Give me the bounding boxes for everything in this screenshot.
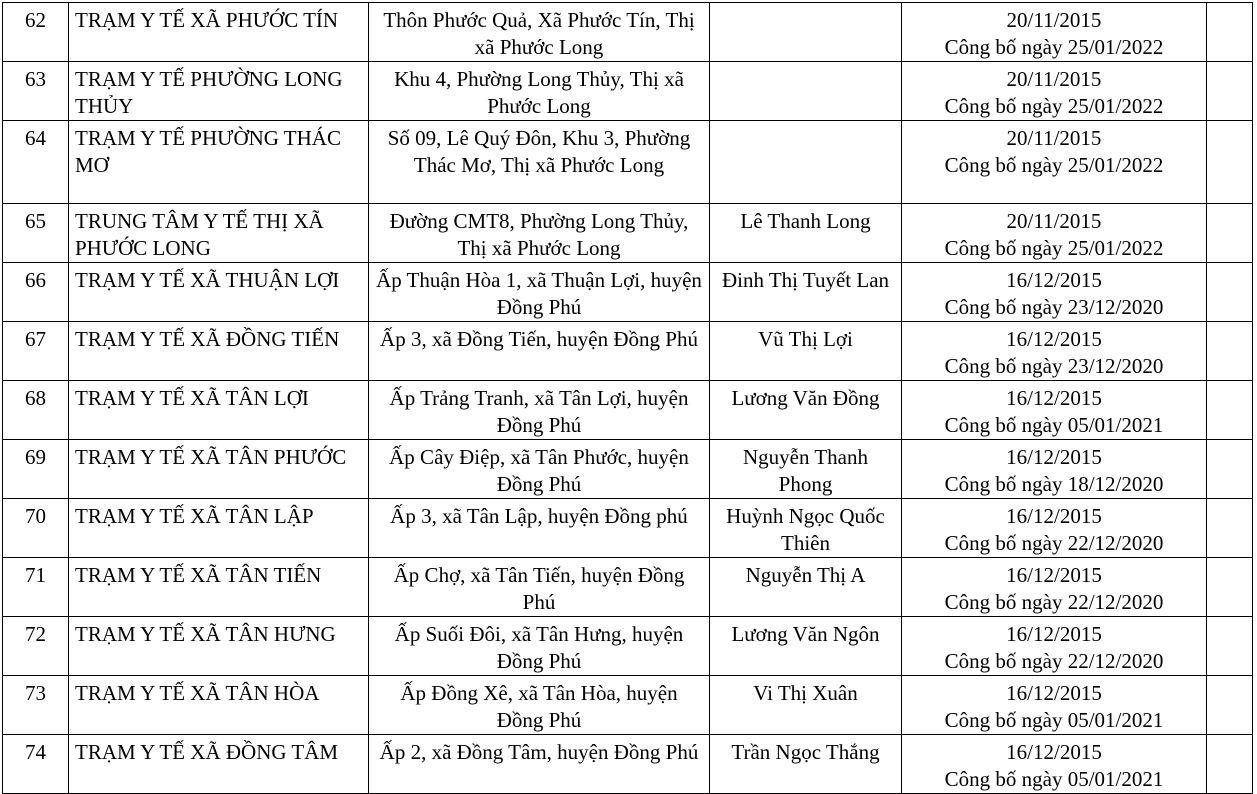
responsible-person: Nguyễn Thanh Phong (710, 440, 902, 499)
announcement-date: Công bố ngày 05/01/2021 (944, 767, 1164, 791)
facility-name: TRẠM Y TẾ XÃ TÂN TIẾN (69, 558, 369, 617)
empty-cell (1207, 499, 1253, 558)
row-number: 66 (3, 263, 69, 322)
announcement-date: Công bố ngày 22/12/2020 (944, 531, 1164, 555)
registration-date: 16/12/2015 (1006, 563, 1102, 587)
responsible-person: Vũ Thị Lợi (710, 322, 902, 381)
registration-date: 16/12/2015 (1006, 622, 1102, 646)
responsible-person: Lương Văn Đồng (710, 381, 902, 440)
table-row (3, 617, 1253, 676)
facility-address: Ấp 3, xã Tân Lập, huyện Đồng phú (369, 499, 710, 558)
table-row (3, 558, 1253, 617)
facility-address: Khu 4, Phường Long Thủy, Thị xã Phước Long (369, 62, 710, 121)
empty-cell (1207, 676, 1253, 735)
facility-address: Ấp Chợ, xã Tân Tiến, huyện Đồng Phú (369, 558, 710, 617)
date-cell (902, 499, 1207, 558)
facility-address: Ấp 3, xã Đồng Tiến, huyện Đồng Phú (369, 322, 710, 381)
date-cell (902, 62, 1207, 121)
facility-name: TRẠM Y TẾ XÃ TÂN LỢI (69, 381, 369, 440)
responsible-person (710, 62, 902, 121)
row-number: 74 (3, 735, 69, 794)
table-row (3, 381, 1253, 440)
table-row (3, 676, 1253, 735)
facility-name: TRẠM Y TẾ XÃ ĐỒNG TIẾN (69, 322, 369, 381)
announcement-date: Công bố ngày 25/01/2022 (944, 153, 1164, 177)
registration-date: 16/12/2015 (1006, 445, 1102, 469)
responsible-person: Lương Văn Ngôn (710, 617, 902, 676)
responsible-person (710, 3, 902, 62)
announcement-date: Công bố ngày 25/01/2022 (944, 94, 1164, 118)
facility-name: TRẠM Y TẾ XÃ TÂN PHƯỚC (69, 440, 369, 499)
date-cell (902, 617, 1207, 676)
empty-cell (1207, 735, 1253, 794)
table-row (3, 3, 1253, 62)
row-number: 71 (3, 558, 69, 617)
facility-address: Ấp Suối Đôi, xã Tân Hưng, huyện Đồng Phú (369, 617, 710, 676)
announcement-date: Công bố ngày 25/01/2022 (944, 236, 1164, 260)
registration-date: 16/12/2015 (1006, 504, 1102, 528)
empty-cell (1207, 558, 1253, 617)
empty-cell (1207, 204, 1253, 263)
facility-name: TRẠM Y TẾ XÃ TÂN HÒA (69, 676, 369, 735)
facility-name: TRẠM Y TẾ XÃ TÂN LẬP (69, 499, 369, 558)
table-row (3, 204, 1253, 263)
announcement-date: Công bố ngày 25/01/2022 (944, 35, 1164, 59)
row-number: 70 (3, 499, 69, 558)
announcement-date: Công bố ngày 18/12/2020 (944, 472, 1164, 496)
facility-table (2, 2, 1253, 794)
date-cell (902, 558, 1207, 617)
announcement-date: Công bố ngày 05/01/2021 (944, 708, 1164, 732)
facility-name: TRẠM Y TẾ XÃ PHƯỚC TÍN (69, 3, 369, 62)
empty-cell (1207, 3, 1253, 62)
facility-address: Ấp Trảng Tranh, xã Tân Lợi, huyện Đồng Phú (369, 381, 710, 440)
empty-cell (1207, 617, 1253, 676)
date-cell (902, 322, 1207, 381)
responsible-person: Nguyễn Thị A (710, 558, 902, 617)
row-number: 73 (3, 676, 69, 735)
date-cell (902, 440, 1207, 499)
facility-address: Đường CMT8, Phường Long Thủy, Thị xã Phước Long (369, 204, 710, 263)
responsible-person (710, 121, 902, 204)
row-number: 69 (3, 440, 69, 499)
empty-cell (1207, 440, 1253, 499)
facility-name: TRẠM Y TẾ XÃ TÂN HƯNG (69, 617, 369, 676)
facility-name: TRẠM Y TẾ PHƯỜNG LONG THỦY (69, 62, 369, 121)
registration-date: 16/12/2015 (1006, 268, 1102, 292)
facility-address: Ấp Đồng Xê, xã Tân Hòa, huyện Đồng Phú (369, 676, 710, 735)
date-cell (902, 263, 1207, 322)
facility-address: Số 09, Lê Quý Đôn, Khu 3, Phường Thác Mơ, Thị xã Phước Long (369, 121, 710, 204)
responsible-person: Lê Thanh Long (710, 204, 902, 263)
date-cell (902, 735, 1207, 794)
registration-date: 20/11/2015 (1006, 126, 1102, 150)
announcement-date: Công bố ngày 22/12/2020 (944, 649, 1164, 673)
announcement-date: Công bố ngày 22/12/2020 (944, 590, 1164, 614)
responsible-person: Vi Thị Xuân (710, 676, 902, 735)
table-row (3, 440, 1253, 499)
responsible-person: Trần Ngọc Thắng (710, 735, 902, 794)
responsible-person: Huỳnh Ngọc Quốc Thiên (710, 499, 902, 558)
facility-address: Ấp Cây Điệp, xã Tân Phước, huyện Đồng Phú (369, 440, 710, 499)
row-number: 67 (3, 322, 69, 381)
date-cell (902, 204, 1207, 263)
row-number: 64 (3, 121, 69, 204)
empty-cell (1207, 62, 1253, 121)
announcement-date: Công bố ngày 23/12/2020 (944, 295, 1164, 319)
table-row (3, 735, 1253, 794)
row-number: 72 (3, 617, 69, 676)
row-number: 68 (3, 381, 69, 440)
table-row (3, 263, 1253, 322)
date-cell (902, 381, 1207, 440)
row-number: 65 (3, 204, 69, 263)
registration-date: 16/12/2015 (1006, 386, 1102, 410)
facility-address: Ấp Thuận Hòa 1, xã Thuận Lợi, huyện Đồng Phú (369, 263, 710, 322)
empty-cell (1207, 322, 1253, 381)
table-row (3, 322, 1253, 381)
table-row (3, 121, 1253, 204)
row-number: 63 (3, 62, 69, 121)
empty-cell (1207, 121, 1253, 204)
empty-cell (1207, 381, 1253, 440)
facility-name: TRUNG TÂM Y TẾ THỊ XÃ PHƯỚC LONG (69, 204, 369, 263)
facility-address: Ấp 2, xã Đồng Tâm, huyện Đồng Phú (369, 735, 710, 794)
empty-cell (1207, 263, 1253, 322)
registration-date: 20/11/2015 (1006, 8, 1102, 32)
registration-date: 16/12/2015 (1006, 327, 1102, 351)
date-cell (902, 121, 1207, 204)
registration-date: 16/12/2015 (1006, 740, 1102, 764)
table-row (3, 62, 1253, 121)
announcement-date: Công bố ngày 05/01/2021 (944, 413, 1164, 437)
registration-date: 20/11/2015 (1006, 67, 1102, 91)
facility-address: Thôn Phước Quả, Xã Phước Tín, Thị xã Phước Long (369, 3, 710, 62)
date-cell (902, 676, 1207, 735)
registration-date: 16/12/2015 (1006, 681, 1102, 705)
registration-date: 20/11/2015 (1006, 209, 1102, 233)
responsible-person: Đinh Thị Tuyết Lan (710, 263, 902, 322)
announcement-date: Công bố ngày 23/12/2020 (944, 354, 1164, 378)
facility-name: TRẠM Y TẾ PHƯỜNG THÁC MƠ (69, 121, 369, 204)
table-row (3, 499, 1253, 558)
facility-name: TRẠM Y TẾ XÃ ĐỒNG TÂM (69, 735, 369, 794)
facility-name: TRẠM Y TẾ XÃ THUẬN LỢI (69, 263, 369, 322)
date-cell (902, 3, 1207, 62)
row-number: 62 (3, 3, 69, 62)
